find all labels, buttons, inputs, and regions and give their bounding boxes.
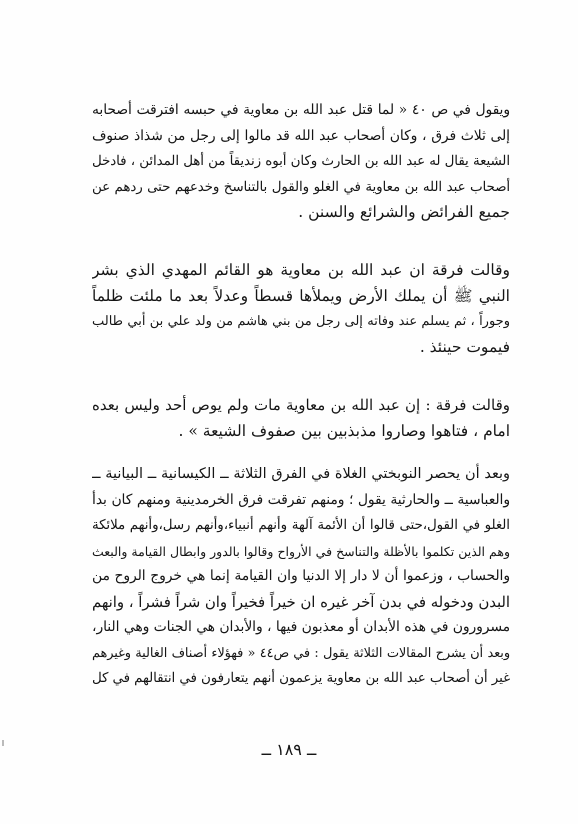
text-line: الغلو في القول،حتى قالوا أن الأئمة آلهة وأنهم أنبياء،وأنهم رسل،وأنهم ملائكة <box>92 518 510 533</box>
text-line: ويقول في ص ٤٠ « لما قتل عبد الله بن معاوية في حبسه افترقت أصحابه <box>92 102 510 118</box>
text-line: وقالت فرقة : إن عبد الله بن معاوية مات ولم يوص أحد وليس بعده <box>92 396 510 414</box>
paragraph-3 <box>92 393 510 444</box>
text-line: فيموت حينئذ . <box>419 337 510 356</box>
text-line: أصحاب عبد الله بن معاوية في الغلو والقول بالتناسخ وخدعهم حتى ردهم عن <box>92 179 510 195</box>
text-line: وبعد أن يشرح المقالات الثلاثة يقول : في ص٤٤ « فهؤلاء أصناف الغالية وغيرهم <box>92 645 510 661</box>
text-line: وجوراً ، ثم يسلم عند وفاته إلى رجل من بني هاشم من ولد علي بن أبي طالب <box>92 314 510 329</box>
text-line: مسرورون في هذه الأبدان أو معذبون فيها ، والأبدان هي الجنات وهي النار، <box>92 619 510 635</box>
scan-edge-mark <box>2 740 4 746</box>
text-line: جميع الفرائض والشرائع والسنن . <box>298 203 510 221</box>
text-line: إلى ثلاث فرق ، وكان أصحاب عبد الله قد مالوا إلى رجل من شذاذ صنوف <box>92 127 510 144</box>
paragraph-1 <box>92 98 510 226</box>
paragraph-4 <box>92 462 510 692</box>
text-line: البدن ودخوله في بدن آخر غيره ان خيراً فخيراً وان شراً فشراً ، وانهم <box>92 593 510 611</box>
text-line: امام ، فتاهوا وصاروا مذبذبين بين صفوف الشيعة » . <box>178 421 510 440</box>
text-line: النبي ﷺ أن يملك الأرض ويملأها قسطاً وعدلاً بعد ما ملئت ظلماً <box>92 286 510 305</box>
text-line: وهم الذين تكلموا بالأظلة والتناسخ في الأرواح وقالوا بالدور وابطال القيامة والبعث <box>92 543 510 559</box>
text-line: وبعد أن يحصر النوبختي الغلاة في الفرق الثلاثة ــ الكيسانية ــ البيانية ــ <box>92 466 510 482</box>
text-line: غير أن أصحاب عبد الله بن معاوية يزعمون أنهم يتعارفون في انتقالهم في كل <box>92 671 510 686</box>
paragraph-2 <box>92 258 510 360</box>
text-line: الشيعة يقال له عبد الله بن الحارث وكان أبوه زنديقاً من أهل المدائن ، فادخل <box>92 154 510 169</box>
text-line: وقالت فرقة ان عبد الله بن معاوية هو القائم المهدي الذي بشر <box>92 261 510 279</box>
page-number: ــ ١٨٩ ــ <box>261 740 317 759</box>
text-line: والعباسية ــ والحارثية يقول ؛ ومنهم تفرقت فرق الخرمدينية ومنهم كان بدأ <box>92 491 510 508</box>
text-line: والحساب ، وزعموا أن لا دار إلا الدنيا وان القيامة إنما هي خروج الروح من <box>92 568 510 584</box>
